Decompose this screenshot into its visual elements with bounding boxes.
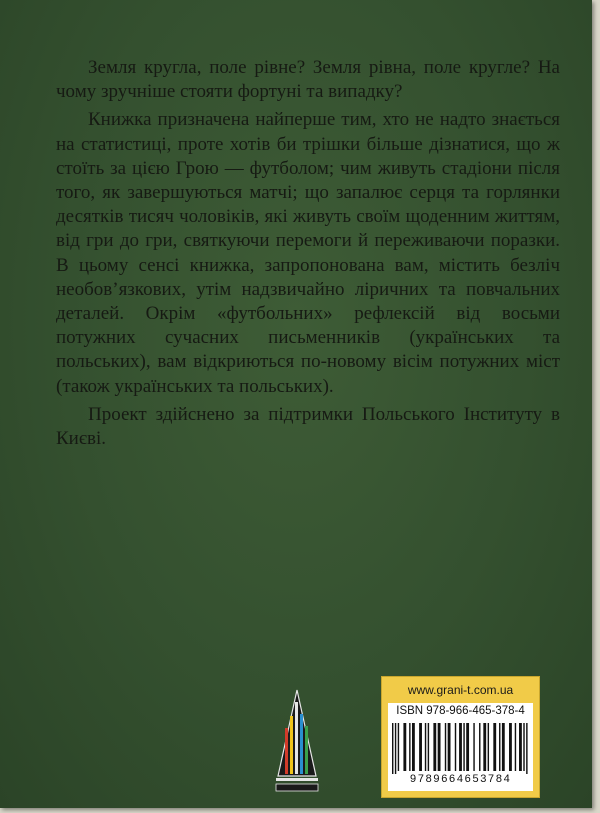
barcode-bar: [459, 723, 462, 771]
barcode-bar: [403, 723, 406, 771]
barcode-bar: [419, 723, 422, 771]
blurb-paragraph-3: Проект здійснено за підтримки Польського Інституту в Києві.: [56, 403, 560, 450]
blurb-paragraph-1: Земля кругла, поле рівне? Земля рівна, поле кругле? На чому зручніше стояти фортуні та випадку?: [56, 57, 560, 103]
barcode-bar: [448, 723, 451, 771]
barcode-bar: [392, 723, 393, 775]
barcode-bar: [493, 723, 496, 771]
barcode-bar: [455, 723, 456, 771]
barcode-bar: [433, 723, 436, 771]
barcode-bar: [519, 723, 522, 771]
barcode-bar: [412, 723, 415, 771]
barcode-bar: [473, 723, 474, 771]
publisher-tower-logo-icon: [272, 688, 322, 798]
ean-digits: 9789664653784: [388, 774, 533, 786]
isbn-barcode-panel: [381, 676, 540, 798]
blurb-paragraph-2: Книжка призначена найперше тим, хто не надто знається на статистиці, проте хотів би трішки більше дізнатися, що ж стоїть за цією Грою — футболом; чим живуть стадіони після того, як завершуються матчі; що запалює серця та горлянки десятків тисяч чоловіків, які живуть своїм щоденним життям, від гри до гри, святкуючи перемоги й переживаючи поразки. В цьому сенсі книжка, запропонована вам, містить безліч необов’язкових, утім надзвичайно ліричних та повчальних деталей. Окрім «футбольних» рефлексій від восьми потужних сучасних письменників (українських та польських), вам відкриються по-новому вісім потужних міст (також українських та польських).: [56, 109, 560, 397]
barcode-bar: [438, 723, 441, 771]
barcode-bar: [502, 723, 505, 771]
barcode-bar: [526, 723, 527, 775]
barcode-bar: [445, 723, 446, 771]
barcode-bar: [523, 723, 524, 771]
barcode-bar: [428, 723, 429, 771]
blurb-text: [56, 56, 560, 455]
barcode-bar: [488, 723, 489, 771]
barcode: [392, 723, 529, 775]
barcode-bar: [499, 723, 500, 771]
barcode-bar: [463, 723, 464, 771]
barcode-bar: [479, 723, 480, 771]
barcode-bar: [425, 723, 426, 771]
barcode-bar: [509, 723, 512, 771]
isbn-label: ISBN 978-966-465-378-4: [396, 705, 525, 717]
barcode-bar: [395, 723, 396, 775]
barcode-bar: [515, 723, 516, 771]
barcode-area: [388, 703, 533, 791]
barcode-bar: [483, 723, 486, 771]
barcode-bar: [398, 723, 399, 771]
barcode-bar: [409, 723, 410, 771]
publisher-url: www.grani-t.com.ua: [407, 683, 514, 697]
barcode-bar: [466, 723, 469, 771]
